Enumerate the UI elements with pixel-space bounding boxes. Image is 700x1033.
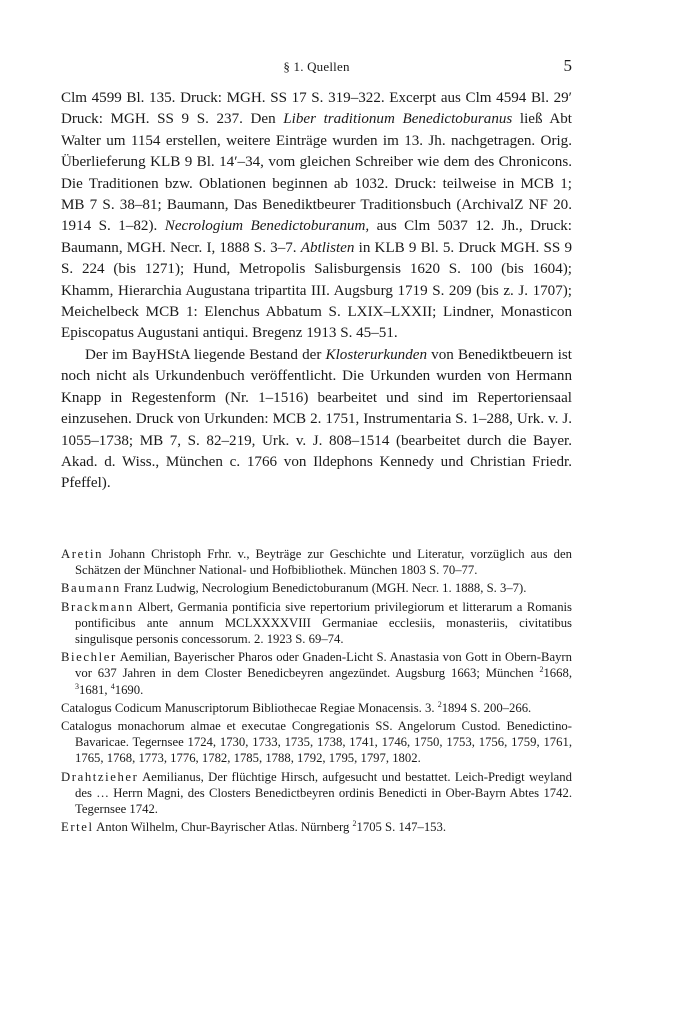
author-name: Brackmann	[61, 599, 134, 614]
bibliography-entry	[61, 718, 572, 767]
entry-text: 1690.	[114, 682, 144, 697]
bibliography-entry	[61, 649, 572, 698]
entry-text: Anton Wilhelm, Chur-Bayrischer Atlas. Nürnberg	[93, 820, 353, 835]
italic-title: Abtlisten	[300, 239, 355, 256]
author-name: Aretin	[61, 547, 104, 561]
entry-text: Johann Christoph Frhr. v., Beyträge zur Geschichte und Literatur, vorzüglich aus den Schätzen der Münchner National- und Hofbibliothek. München 1803 S. 70–77.	[75, 547, 572, 578]
text-run: Der im BayHStA liegende Bestand der	[85, 346, 326, 363]
edition-superscript: 2	[539, 665, 544, 675]
text-run: ließ Abt Walter um 1154 erstellen, weitere Einträge wurden im 13. Jh. nachgetragen. Orig. Überlieferung KLB 9 Bl. 14′–34, vom gleichen Schreiber wie dem des Chronicons. Die Traditionen bzw. Oblationen beginnen ab 1032. Druck: teilweise in MCB 1; MB 7 S. 38–81; Baumann, Das Benediktbeurer Traditionsbuch (ArchivalZ NF 20. 1914 S. 1–82).	[61, 111, 572, 235]
body-text	[61, 88, 572, 495]
entry-text: 1668,	[543, 666, 572, 681]
entry-text: 1705 S. 147–153.	[356, 820, 447, 835]
author-name: Ertel	[61, 820, 94, 835]
text-run: von Benediktbeuern ist noch nicht als Urkundenbuch veröffentlicht. Die Urkunden wurden von Hermann Knapp in Regestenform (Nr. 1–1516) bearbeitet und sind im Repertoriensaal einzusehen. Druck von Urkunden: MCB 2. 1751, Instrumentaria S. 1–288, Urk. v. J. 1055–1738; MB 7, S. 82–219, Urk. v. J. 808–1514 (bearbeitet durch die Bayer. Akad. d. Wiss., München c. 1766 von Ildephons Kennedy und Christian Friedr. Pfeffel).	[61, 346, 572, 492]
italic-title: Klosterurkunden	[325, 346, 427, 363]
bibliography-entry	[61, 546, 572, 578]
bibliography-entry	[61, 580, 572, 596]
italic-title: Necrologium Benedictoburanum,	[164, 218, 370, 235]
edition-superscript: 3	[75, 681, 79, 691]
entry-text: Franz Ludwig, Necrologium Benedictoburanum (MGH. Necr. 1. 1888, S. 3–7).	[120, 581, 527, 596]
entry-text: Aemilianus, Der flüchtige Hirsch, aufgesucht und bestattet. Leich-Predigt weyland des … Herrn Magni, des Closters Benedictbeyren ordinis Benedicti in Ober-Bayrn Abtes 1742. Tegernsee 1742.	[75, 769, 572, 817]
edition-superscript: 2	[352, 819, 357, 829]
text-run: Clm 4599 Bl. 135. Druck: MGH. SS 17 S. 319–322. Excerpt aus Clm 4594 Bl. 29′ Druck: MGH. SS 9 S. 237. Den	[61, 90, 572, 128]
bibliography-entry	[61, 599, 572, 648]
entry-text: 1894 S. 200–266.	[441, 700, 532, 715]
bibliography	[61, 546, 572, 837]
author-name: Baumann	[61, 581, 121, 596]
italic-title: Liber traditionum Benedictoburanus	[283, 111, 513, 128]
paragraph-sources	[61, 88, 572, 345]
bibliography-entry	[61, 769, 572, 818]
running-header	[61, 56, 572, 78]
bibliography-entry	[61, 700, 572, 716]
entry-text: Aemilian, Bayerischer Pharos oder Gnaden-Licht S. Anastasia von Gott in Obern-Bayrn vor 637 Jahren in dem Closter Benedicbeyren angezündet. Augsburg 1663; München	[75, 650, 572, 681]
section-title: § 1. Quellen	[283, 59, 350, 74]
author-name: Drahtzieher	[61, 769, 139, 784]
text-run: in KLB 9 Bl. 5. Druck MGH. SS 9 S. 224 (bis 1271); Hund, Metropolis Salisburgensis 1620 S. 100 (bis 1604); Khamm, Hierarchia Augustana tripartita III. Augsburg 1719 S. 209 (bis z. J. 1707); Meichelbeck MCB 1: Elenchus Abbatum S. LXIX–LXXII; Lindner, Monasticon Episcopatus Augustani antiqui. Bregenz 1913 S. 45–51.	[61, 239, 572, 342]
entry-text: Catalogus monachorum almae et executae Congregationis SS. Angelorum Custod. Benedictino-Bavaricae. Tegernsee 1724, 1730, 1733, 1735, 1738, 1741, 1746, 1750, 1753, 1756, 1759, 1761, 1765, 1768, 1773, 1776, 1782, 1785, 1788, 1792, 1795, 1797, 1802.	[61, 719, 572, 766]
entry-text: 1681,	[79, 682, 111, 697]
edition-superscript: 2	[437, 699, 442, 709]
entry-text: Catalogus Codicum Manuscriptorum Bibliothecae Regiae Monacensis. 3.	[61, 700, 438, 715]
author-name: Biechler	[61, 650, 117, 665]
bibliography-entry	[61, 819, 572, 835]
entry-text: Albert, Germania pontificia sive repertorium privilegiorum et litterarum a Romanis pontificibus ante annum MCLXXXXVIII Germaniae ecclesiis, monasteriis, civitatibus singulisque personis concessorum. 2. 1923 S. 69–74.	[75, 599, 572, 647]
edition-superscript: 4	[110, 681, 115, 691]
text-run: aus Clm 5037 12. Jh., Druck: Baumann, MGH. Necr. I, 1888 S. 3–7.	[61, 218, 573, 256]
page-number: 5	[563, 56, 572, 75]
paragraph-urkunden	[61, 345, 572, 495]
